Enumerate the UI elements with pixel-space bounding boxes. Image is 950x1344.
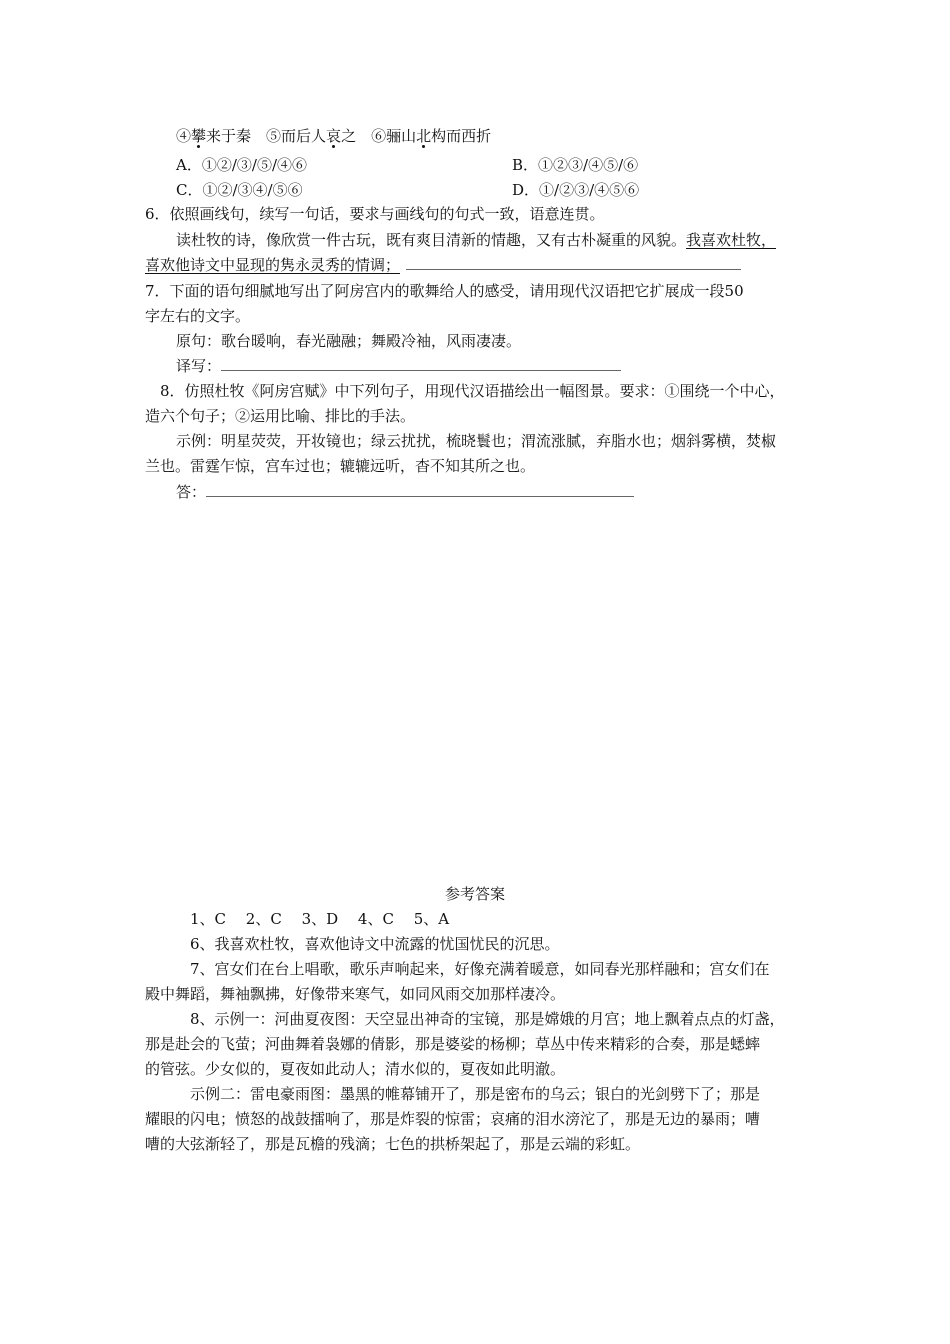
q5-option-c: C．①②/③④/⑤⑥ [176,181,303,199]
answer-8-line6: 嘈的大弦渐轻了，那是瓦檐的残滴；七色的拱桥架起了，那是云端的彩虹。 [145,1135,641,1153]
q7-title-line2: 字左右的文字。 [145,307,251,325]
answer-6: 6、我喜欢杜牧，喜欢他诗文中流露的忧国忧民的沉思。 [190,935,560,953]
q7-answer-blank[interactable] [221,356,621,371]
q8-answer-blank[interactable] [206,482,634,497]
q7-translate-line: 译写： [176,356,621,376]
emphasis-dot-char: 北 [416,127,432,145]
q8-title-line2: 造六个句子；②运用比喻、排比的手法。 [145,407,416,425]
emphasis-dot-char: 攀 [191,127,207,145]
q8-example-line1: 示例：明星荧荧，开妆镜也；绿云扰扰，梳晓鬟也；渭流涨腻，弃脂水也；烟斜雾横，焚椒 [176,432,777,450]
answer-7-line1: 7、宫女们在台上唱歌，歌乐声响起来，好像充满着暖意，如同春光那样融和；宫女们在 [190,960,770,978]
answer-8-line5: 耀眼的闪电；愤怒的战鼓擂响了，那是炸裂的惊雷；哀痛的泪水滂沱了，那是无边的暴雨；嘈 [145,1110,761,1128]
q6-answer-blank[interactable] [406,255,741,270]
q8-title-line1: 8．仿照杜牧《阿房宫赋》中下列句子，用现代汉语描绘出一幅图景。要求：①围绕一个中心， [160,382,785,400]
q5-option-a: A．①②/③/⑤/④⑥ [176,156,307,174]
answer-8-line3: 的管弦。少女似的，夏夜如此动人；清水似的，夏夜如此明澈。 [145,1060,566,1078]
answers-1-5: 1、C 2、C 3、D 4、C 5、A [190,910,450,928]
q6-underlined-sentence: 我喜欢杜牧， [686,231,777,249]
q8-answer-line: 答： [176,482,634,502]
q8-example-line2: 兰也。雷霆乍惊，宫车过也；辘辘远听，杳不知其所之也。 [145,457,536,475]
q6-title: 6．依照画线句，续写一句话，要求与画线句的句式一致，语意连贯。 [145,205,605,223]
q5-option-b: B．①②③/④⑤/⑥ [512,156,639,174]
q5-option-d: D．①/②③/④⑤⑥ [512,181,640,199]
q7-title-line1: 7．下面的语句细腻地写出了阿房宫内的歌舞给人的感受，请用现代汉语把它扩展成一段50 [145,282,744,300]
answers-heading: 参考答案 [444,885,505,903]
emphasis-dot-char: 哀 [326,127,342,145]
q5-items-line: ④攀来于秦 ⑤而后人哀之 ⑥骊山北构而西折 [176,127,492,145]
answer-8-line4: 示例二：雷电豪雨图：墨黑的帷幕铺开了，那是密布的乌云；银白的光剑劈下了；那是 [190,1085,761,1103]
q7-original: 原句：歌台暖响，春光融融；舞殿冷袖，风雨凄凄。 [176,332,522,350]
q6-text-line1: 读杜牧的诗，像欣赏一件古玩，既有爽目清新的情趣，又有古朴凝重的风貌。我喜欢杜牧， [176,231,777,249]
answer-8-line1: 8、示例一：河曲夏夜图：天空显出神奇的宝镜，那是嫦娥的月宫；地上飘着点点的灯盏， [190,1010,785,1028]
answer-7-line2: 殿中舞蹈，舞袖飘拂，好像带来寒气，如同风雨交加那样凄冷。 [145,985,566,1003]
q6-text-line2 [145,255,741,275]
answer-8-line2: 那是赴会的飞萤；河曲舞着袅娜的倩影，那是婆娑的杨柳；草丛中传来精彩的合奏，那是蟋蟀 [145,1035,761,1053]
q6-underlined-sentence-cont: 喜欢他诗文中显现的隽永灵秀的情调； [145,256,401,274]
